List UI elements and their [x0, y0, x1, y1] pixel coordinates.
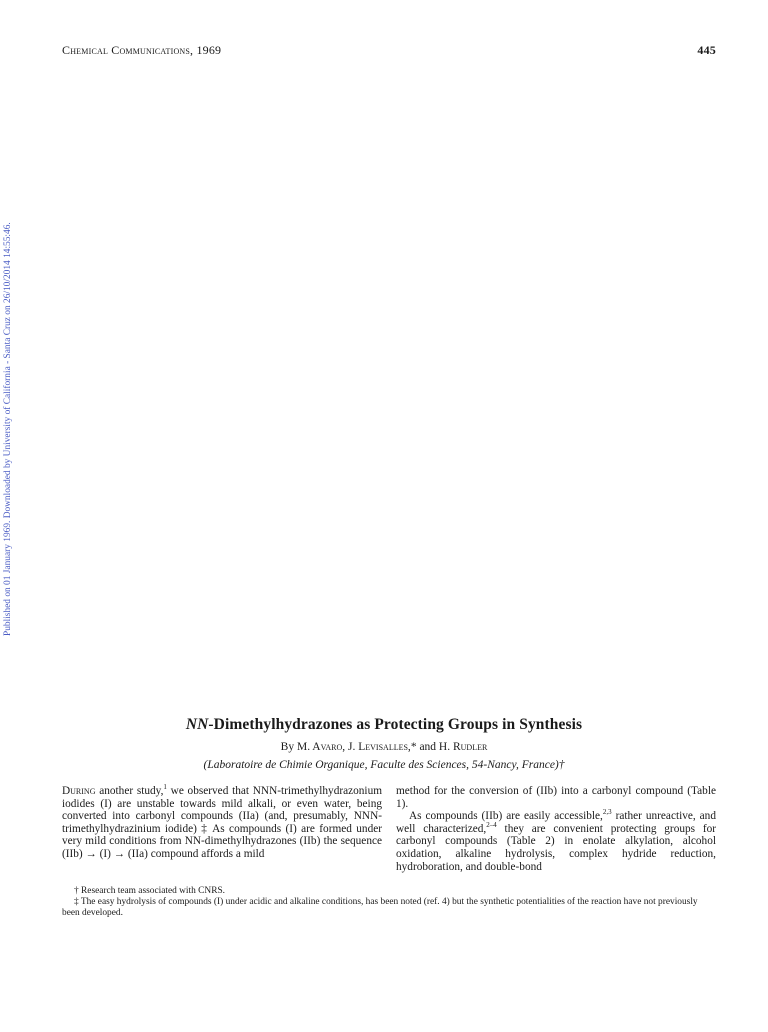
running-header: [62, 43, 716, 58]
reference-superscript: 2–4: [486, 821, 497, 830]
right-text-a: As compounds (IIb) are easily accessible,: [409, 810, 603, 823]
author-2: J. Levisalles,: [348, 741, 411, 753]
right-paragraph-2: [396, 810, 716, 873]
lead-word: During: [62, 785, 96, 797]
byline-prefix: By: [280, 741, 297, 753]
right-paragraph-1: method for the conversion of (IIb) into a carbonyl compound (Table 1).: [396, 785, 716, 810]
author-1: M. Avaro: [296, 741, 343, 753]
footnotes: [62, 886, 716, 919]
left-text-1: another study,: [95, 785, 164, 797]
author-3: H. Rudler: [438, 741, 488, 753]
footnote-2: ‡ The easy hydrolysis of compounds (I) under acidic and alkaline conditions, has been noted (ref. 4) but the synthetic potentialities of the reaction have not previously been developed.: [62, 897, 698, 918]
right-text-c: they are convenient protecting groups for carbonyl compounds (Table 2) in enolate alkylation, alcohol oxidation, alkaline hydrolysis, complex hydride reduction, hydroboration, and double-bond: [396, 822, 716, 873]
article-title: [0, 716, 768, 734]
page-number: 445: [697, 43, 716, 57]
reference-superscript: 1: [163, 783, 167, 792]
title-italic-prefix: NN: [185, 716, 209, 733]
and-word: and: [416, 741, 439, 753]
title-main: -Dimethylhydrazones as Protecting Groups in Synthesis: [208, 716, 583, 733]
byline: By M. Avaro, J. Levisalles,* and H. Rudler: [280, 741, 488, 753]
right-text-b: rather unreactive, and well characterized,: [396, 810, 716, 835]
reference-superscript: 2,3: [602, 808, 612, 817]
body-left-column: [62, 785, 382, 861]
affiliation: (Laboratoire de Chimie Organique, Faculte des Sciences, 54-Nancy, France)†: [203, 759, 565, 771]
footnote-1: † Research team associated with CNRS.: [74, 886, 226, 896]
left-text-2: we observed that NNN-trimethylhydrazonium iodides (I) are unstable towards mild alkali, or even water, being converted into carbonyl compounds (IIa) (and, presumably, NNN-trimethylhydrazinium iodide) ‡ As compounds (I) are formed under very mild conditions from NN-dimethylhydrazones (IIb) the sequence (IIb) → (I) → (IIa) compound affords a mild: [62, 785, 383, 860]
body-right-column: [396, 785, 716, 873]
journal-title: Chemical Communications, 1969: [62, 43, 222, 57]
left-paragraph: [62, 785, 382, 861]
download-stamp: Published on 01 January 1969. Downloaded by University of California - Santa Cruz on 26/10/2014 14:55:46.: [3, 222, 13, 636]
corresponding-mark: *: [410, 741, 417, 753]
